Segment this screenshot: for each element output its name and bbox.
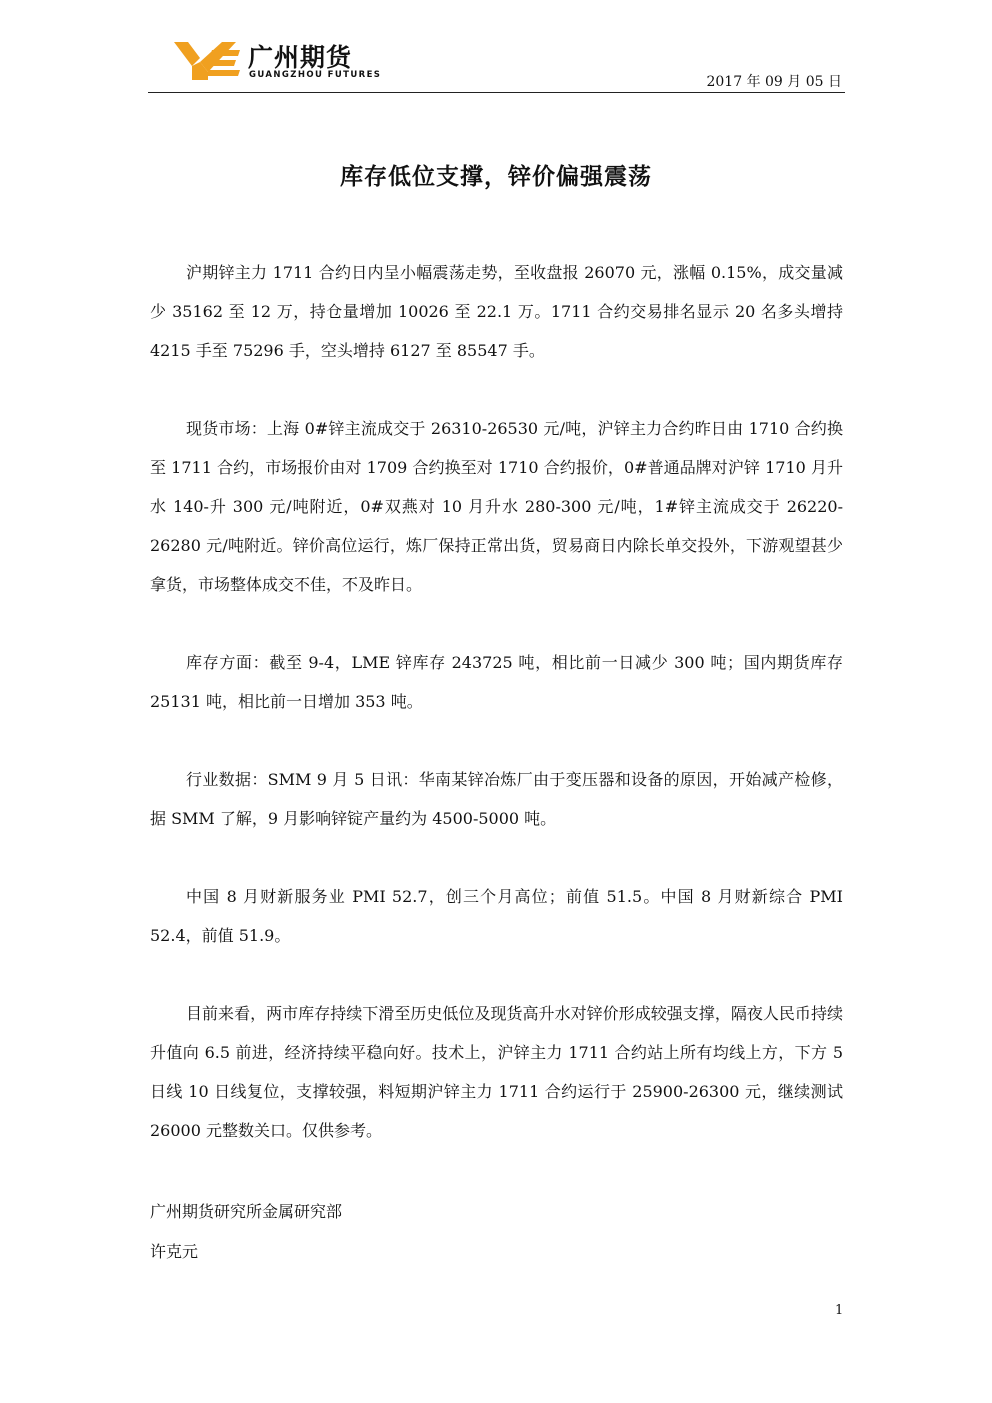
logo-name-en: GUANGZHOU FUTURES: [249, 70, 382, 80]
logo-name-cn: 广州期货: [248, 43, 353, 72]
paragraph-spot-market: 现货市场：上海 0#锌主流成交于 26310-26530 元/吨，沪锌主力合约昨日由 1710 合约换至 1711 合约，市场报价由对 1709 合约换至对 1710 合约报价，0#普通品牌对沪锌 1710 月升水 140-升 300 元/吨附近，0#双燕对 10 月升水 280-300 元/吨，1#锌主流成交于 26220-26280 元/吨附近。锌价高位运行，炼厂保持正常出货，贸易商日内除长单交投外，下游观望甚少拿货，市场整体成交不佳，不及昨日。: [150, 419, 843, 594]
paragraph-inventory: 库存方面：截至 9-4，LME 锌库存 243725 吨，相比前一日减少 300 吨；国内期货库存 25131 吨，相比前一日增加 353 吨。: [150, 653, 843, 711]
paragraph-outlook: 目前来看，两市库存持续下滑至历史低位及现货高升水对锌价形成较强支撑，隔夜人民币持续升值向 6.5 前进，经济持续平稳向好。技术上，沪锌主力 1711 合约站上所有均线上方，下方 5 日线 10 日线复位，支撑较强，料短期沪锌主力 1711 合约运行于 25900-26300 元，继续测试 26000 元整数关口。仅供参考。: [150, 1004, 843, 1140]
report-date: 2017 年 09 月 05 日: [706, 74, 842, 90]
paragraph-industry-data: 行业数据：SMM 9 月 5 日讯：华南某锌冶炼厂由于变压器和设备的原因，开始减产检修，据 SMM 了解，9 月影响锌锭产量约为 4500-5000 吨。: [150, 770, 843, 828]
page-number: 1: [835, 1303, 844, 1318]
paragraph-pmi: 中国 8 月财新服务业 PMI 52.7，创三个月高位；前值 51.5。中国 8 月财新综合 PMI 52.4，前值 51.9。: [150, 887, 843, 945]
paragraph-futures: 沪期锌主力 1711 合约日内呈小幅震荡走势，至收盘报 26070 元，涨幅 0.15%，成交量减少 35162 至 12 万，持仓量增加 10026 至 22.1 万。1711 合约交易排名显示 20 名多头增持 4215 手至 75296 手，空头增持 6127 至 85547 手。: [150, 263, 843, 360]
company-logo: [172, 38, 382, 84]
logo-mark-icon: [172, 40, 242, 82]
author-signature: 许克元: [150, 1242, 199, 1261]
department-signature: 广州期货研究所金属研究部: [150, 1202, 343, 1221]
article-title: 库存低位支撑，锌价偏强震荡: [340, 164, 652, 190]
header-divider: [148, 92, 845, 93]
